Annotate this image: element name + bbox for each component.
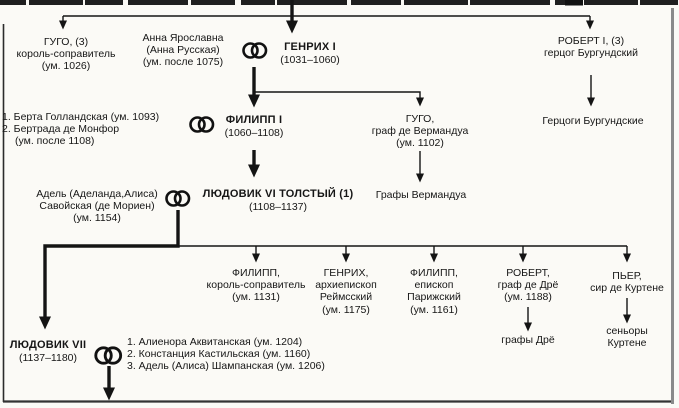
- person-line: граф де Вермандуа: [371, 125, 469, 138]
- person-line: Парижский: [407, 291, 461, 304]
- person-line: (Анна Русская): [146, 44, 220, 57]
- person-line: 1. Алиенора Аквитанская (ум. 1204): [127, 336, 303, 348]
- person-years: (1031–1060): [280, 53, 340, 66]
- person-line: ФИЛИПП,: [232, 267, 280, 279]
- person-philip-i-wives: [2, 111, 198, 148]
- person-line: РОБЕРТ,: [506, 267, 550, 279]
- person-robert-dreux: [484, 267, 572, 304]
- person-line: Савойская (де Мориен): [39, 200, 155, 213]
- person-line: король-соправитель: [16, 48, 116, 61]
- person-henry-reims: [301, 267, 391, 316]
- person-line: ПЬЕР,: [612, 270, 642, 282]
- person-line: король-соправитель: [206, 279, 306, 292]
- person-line: (ум. 1175): [322, 303, 370, 316]
- person-adele-savoy: [15, 188, 179, 225]
- person-henry-i: [264, 41, 356, 66]
- lineage-counts-vermandois: [358, 189, 484, 201]
- person-name: ЛЮДОВИК VI ТОЛСТЫЙ (1): [202, 188, 354, 200]
- person-louis-vii: [2, 339, 94, 364]
- person-hugo-coking: [0, 36, 132, 73]
- person-robert-i-burgundy: [522, 35, 660, 59]
- lineage-label: Графы Вермандуа: [375, 189, 467, 201]
- person-line: 2. Бертрада де Монфор: [2, 123, 120, 136]
- person-line: (ум. 1102): [396, 137, 444, 150]
- person-line: Реймсский: [319, 291, 373, 304]
- person-line: граф де Дрё: [497, 279, 559, 292]
- person-line: РОБЕРТ I, (3): [557, 35, 625, 47]
- person-line: сир де Куртене: [590, 282, 664, 295]
- lineage-counts-dreux: [484, 334, 572, 346]
- person-line: (ум. после 1075): [142, 56, 224, 69]
- lineage-label: графы Дрё: [501, 334, 555, 346]
- person-line: 2. Констанция Кастильская (ум. 1160): [127, 348, 311, 361]
- person-pierre-courtenay: [576, 270, 678, 294]
- person-line: ФИЛИПП,: [410, 267, 458, 279]
- lineage-lords-courtenay: [585, 325, 669, 349]
- person-line: епископ: [414, 279, 454, 292]
- person-line: (ум. 1131): [232, 291, 280, 304]
- lineage-label: Герцоги Бургундские: [542, 115, 644, 127]
- person-line: Анна Ярославна: [142, 32, 224, 44]
- lineage-label: сеньоры: [606, 325, 648, 337]
- person-philip-i: [216, 114, 292, 139]
- marriage-rings-icon: [94, 345, 123, 366]
- lineage-label: Куртене: [607, 337, 647, 350]
- person-line: (ум. 1026): [41, 60, 91, 73]
- person-line: 3. Адель (Алиса) Шампанская (ум. 1206): [127, 360, 325, 373]
- person-anna-yaroslavna: [123, 32, 243, 69]
- person-years: (1108–1137): [249, 200, 307, 213]
- person-line: 1. Берта Голландская (ум. 1093): [2, 111, 160, 123]
- person-name: ЛЮДОВИК VII: [9, 339, 87, 351]
- person-line: (ум. после 1108): [15, 135, 95, 148]
- person-louis-vi: [189, 188, 367, 213]
- person-line: (ум. 1161): [410, 303, 458, 316]
- person-line: (ум. 1188): [504, 291, 552, 304]
- person-louis-vii-wives: [127, 336, 373, 373]
- person-line: ГУГО,: [405, 113, 435, 125]
- person-years: (1060–1108): [224, 126, 284, 139]
- person-line: герцог Бургундский: [544, 47, 638, 60]
- person-hugo-vermandois: [357, 113, 483, 150]
- person-line: архиепископ: [315, 279, 377, 292]
- lineage-dukes-burgundy: [518, 115, 668, 127]
- person-line: ГЕНРИХ,: [323, 267, 369, 279]
- person-line: ГУГО, (3): [43, 36, 89, 48]
- person-years: (1137–1180): [19, 351, 77, 364]
- person-line: Адель (Аделанда,Алиса): [36, 188, 158, 200]
- person-line: (ум. 1154): [73, 212, 121, 225]
- person-name: ФИЛИПП I: [225, 114, 283, 126]
- person-philip-paris: [391, 267, 477, 316]
- person-name: ГЕНРИХ I: [284, 41, 336, 53]
